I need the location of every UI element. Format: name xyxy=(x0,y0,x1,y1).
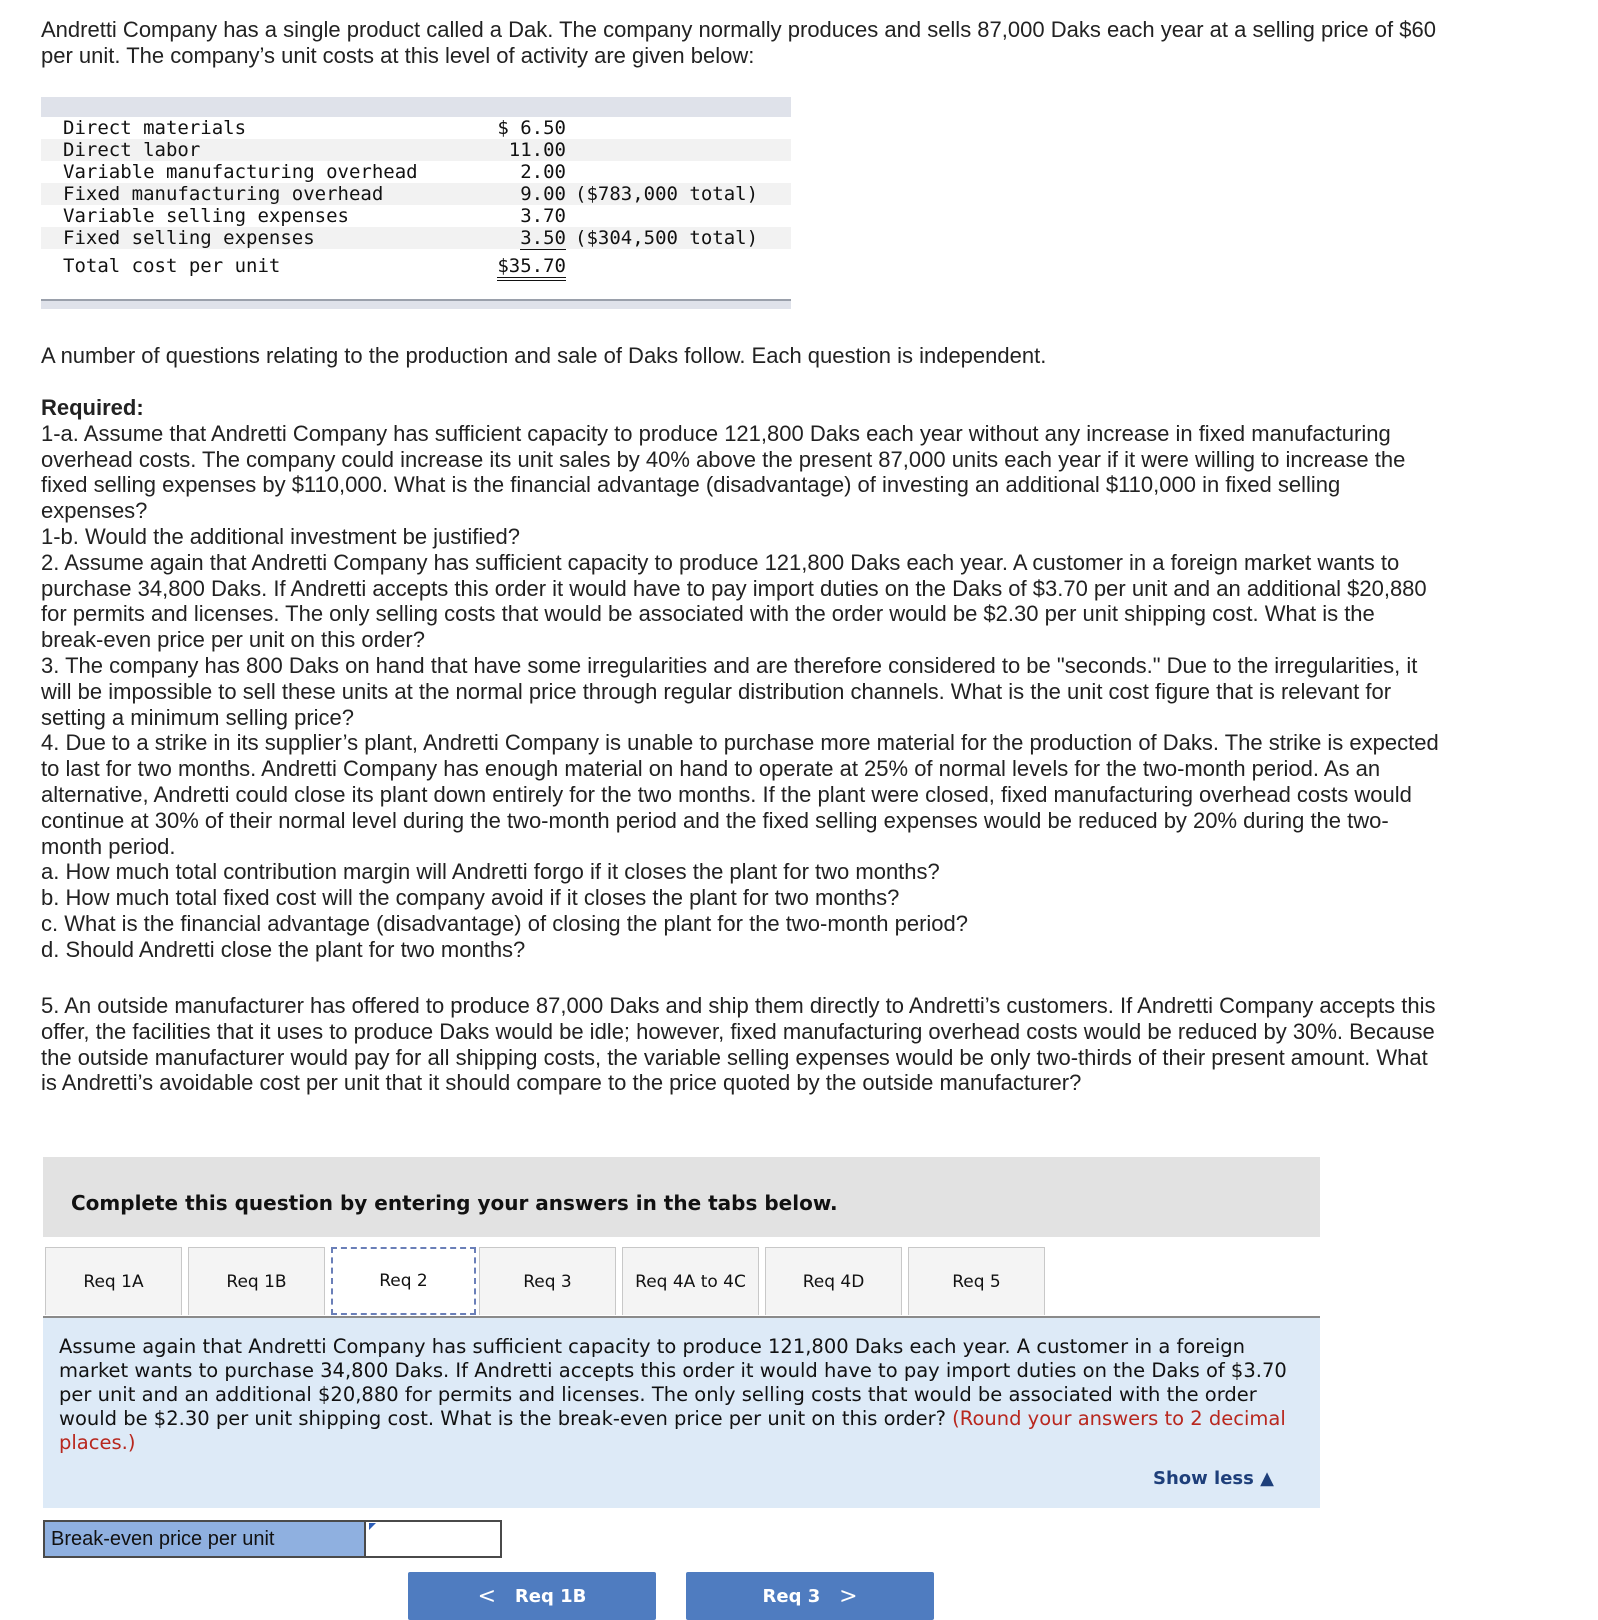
requirement-5: 5. An outside manufacturer has offered to produce 87,000 Daks and ship them directly to Andretti’s customers. If Andretti Company accepts this offer, the facilities that it uses to produce Daks would be idle; however, fixed manufacturing overhead costs would be reduced by 30%. Because the outside manufacturer would pay for all shipping costs, the variable selling expenses would be only two-thirds of their present amount. What is Andretti’s avoidable cost per unit that it should compare to the price quoted by the outside manufacturer? xyxy=(41,993,1436,1096)
tab-req-1b[interactable]: Req 1B xyxy=(188,1247,325,1315)
cost-table-footer xyxy=(41,299,791,309)
cost-row-direct-materials xyxy=(41,117,791,139)
requirement-3: 3. The company has 800 Daks on hand that have some irregularities and are therefore considered to be "seconds." Due to the irregularities, it will be impossible to sell these units at the normal price through regular distribution channels. What is the unit cost figure that is relevant for setting a minimum selling price? xyxy=(41,652,1418,730)
required-section xyxy=(41,395,1441,963)
requirement-4b: b. How much total fixed cost will the company avoid if it closes the plant for two months? xyxy=(41,885,900,911)
cost-label: Total cost per unit xyxy=(63,255,281,277)
requirement-1b: 1-b. Would the additional investment be justified? xyxy=(41,523,520,549)
question-text xyxy=(59,1335,1299,1455)
prev-tab-label: Req 1B xyxy=(514,1585,587,1607)
cost-label: Fixed selling expenses xyxy=(63,227,315,249)
instructions-banner xyxy=(43,1157,1320,1237)
cost-row-total xyxy=(41,255,791,277)
requirement-4a: a. How much total contribution margin will Andretti forgo if it closes the plant for two months? xyxy=(41,859,940,885)
tab-req-5[interactable]: Req 5 xyxy=(908,1247,1045,1315)
answer-label: Break-even price per unit xyxy=(43,1520,366,1558)
cost-row-fixed-mfg-overhead xyxy=(41,183,791,205)
requirement-4: 4. Due to a strike in its supplier’s plant, Andretti Company is unable to purchase more material for the production of Daks. The strike is expected to last for two months. Andretti Company has enough material on hand to operate at 25% of normal levels for the two-month period. As an alternative, Andretti could close its plant down entirely for the two months. If the plant were closed, fixed manufacturing overhead costs would continue at 30% of their normal level during the two-month period and the fixed selling expenses would be reduced by 20% during the two-month period. xyxy=(41,730,1439,859)
break-even-price-input[interactable] xyxy=(366,1520,502,1558)
tab-req-4a-to-4c[interactable]: Req 4A to 4C xyxy=(622,1247,759,1315)
cost-amount: 3.70 xyxy=(520,205,566,227)
cost-row-direct-labor xyxy=(41,139,791,161)
rounding-note: (Round your answers to 2 decimal places.) xyxy=(59,1407,1286,1454)
cost-row-variable-selling xyxy=(41,205,791,227)
next-tab-button[interactable] xyxy=(686,1572,934,1620)
cost-label: Fixed manufacturing overhead xyxy=(63,183,384,205)
tab-req-3[interactable]: Req 3 xyxy=(479,1247,616,1315)
prev-tab-button[interactable] xyxy=(408,1572,656,1620)
cost-amount: 11.00 xyxy=(508,139,566,161)
triangle-up-icon: ▲ xyxy=(1260,1468,1274,1489)
requirement-1a: 1-a. Assume that Andretti Company has sufficient capacity to produce 121,800 Daks each year without any increase in fixed manufacturing overhead costs. The company could increase its unit sales by 40% above the present 87,000 units each year if it were willing to increase the fixed selling expenses by $110,000. What is the financial advantage (disadvantage) of investing an additional $110,000 in fixed selling expenses? xyxy=(41,420,1406,524)
cost-label: Direct labor xyxy=(63,139,201,161)
intro-text: Andretti Company has a single product called a Dak. The company normally produces and sells 87,000 Daks each year at a selling price of $60 per unit. The company’s unit costs at this level of activity are given below: xyxy=(41,17,1436,68)
cost-note: ($304,500 total) xyxy=(575,227,759,249)
tab-req-1a[interactable]: Req 1A xyxy=(45,1247,182,1315)
chevron-left-icon: < xyxy=(477,1583,497,1609)
requirement-4d: d. Should Andretti close the plant for two months? xyxy=(41,936,526,962)
cost-amount: $35.70 xyxy=(497,255,566,281)
cost-row-fixed-selling xyxy=(41,227,791,249)
requirement-4c: c. What is the financial advantage (disadvantage) of closing the plant for the two-month period? xyxy=(41,910,968,936)
cost-label: Variable selling expenses xyxy=(63,205,349,227)
required-title: Required: xyxy=(41,395,144,420)
cost-row-variable-mfg-overhead xyxy=(41,161,791,183)
cost-amount: 9.00 xyxy=(520,183,566,205)
cost-table xyxy=(41,97,791,309)
cost-amount: $ 6.50 xyxy=(497,117,566,139)
input-corner-marker xyxy=(369,1523,376,1530)
tab-req-2[interactable]: Req 2 xyxy=(331,1247,476,1315)
requirement-2: 2. Assume again that Andretti Company has sufficient capacity to produce 121,800 Daks each year. A customer in a foreign market wants to purchase 34,800 Daks. If Andretti accepts this order it would have to pay import duties on the Daks of $3.70 per unit and an additional $20,880 for permits and licenses. The only selling costs that would be associated with the order would be $2.30 per unit shipping cost. What is the break-even price per unit on this order? xyxy=(41,549,1427,653)
question-body: Assume again that Andretti Company has sufficient capacity to produce 121,800 Daks each year. A customer in a foreign market wants to purchase 34,800 Daks. If Andretti accepts this order it would have to pay import duties on the Daks of $3.70 per unit and an additional $20,880 for permits and licenses. The only selling costs that would be associated with the order would be $2.30 per unit shipping cost. What is the break-even price per unit on this order? xyxy=(59,1335,1287,1430)
tab-req-4d[interactable]: Req 4D xyxy=(765,1247,902,1315)
cost-amount: 2.00 xyxy=(520,161,566,183)
chevron-right-icon: > xyxy=(839,1583,858,1609)
cost-label: Variable manufacturing overhead xyxy=(63,161,418,183)
show-less-label: Show less xyxy=(1153,1468,1254,1489)
questions-intro: A number of questions relating to the production and sale of Daks follow. Each question is independent. xyxy=(41,343,1047,368)
instructions-text: Complete this question by entering your answers in the tabs below. xyxy=(71,1191,838,1215)
show-less-link[interactable] xyxy=(1153,1468,1274,1489)
cost-label: Direct materials xyxy=(63,117,247,139)
cost-amount: 3.50 xyxy=(520,227,566,249)
cost-note: ($783,000 total) xyxy=(575,183,759,205)
cost-table-header xyxy=(41,97,791,117)
question-box xyxy=(43,1318,1320,1508)
next-tab-label: Req 3 xyxy=(762,1585,821,1607)
